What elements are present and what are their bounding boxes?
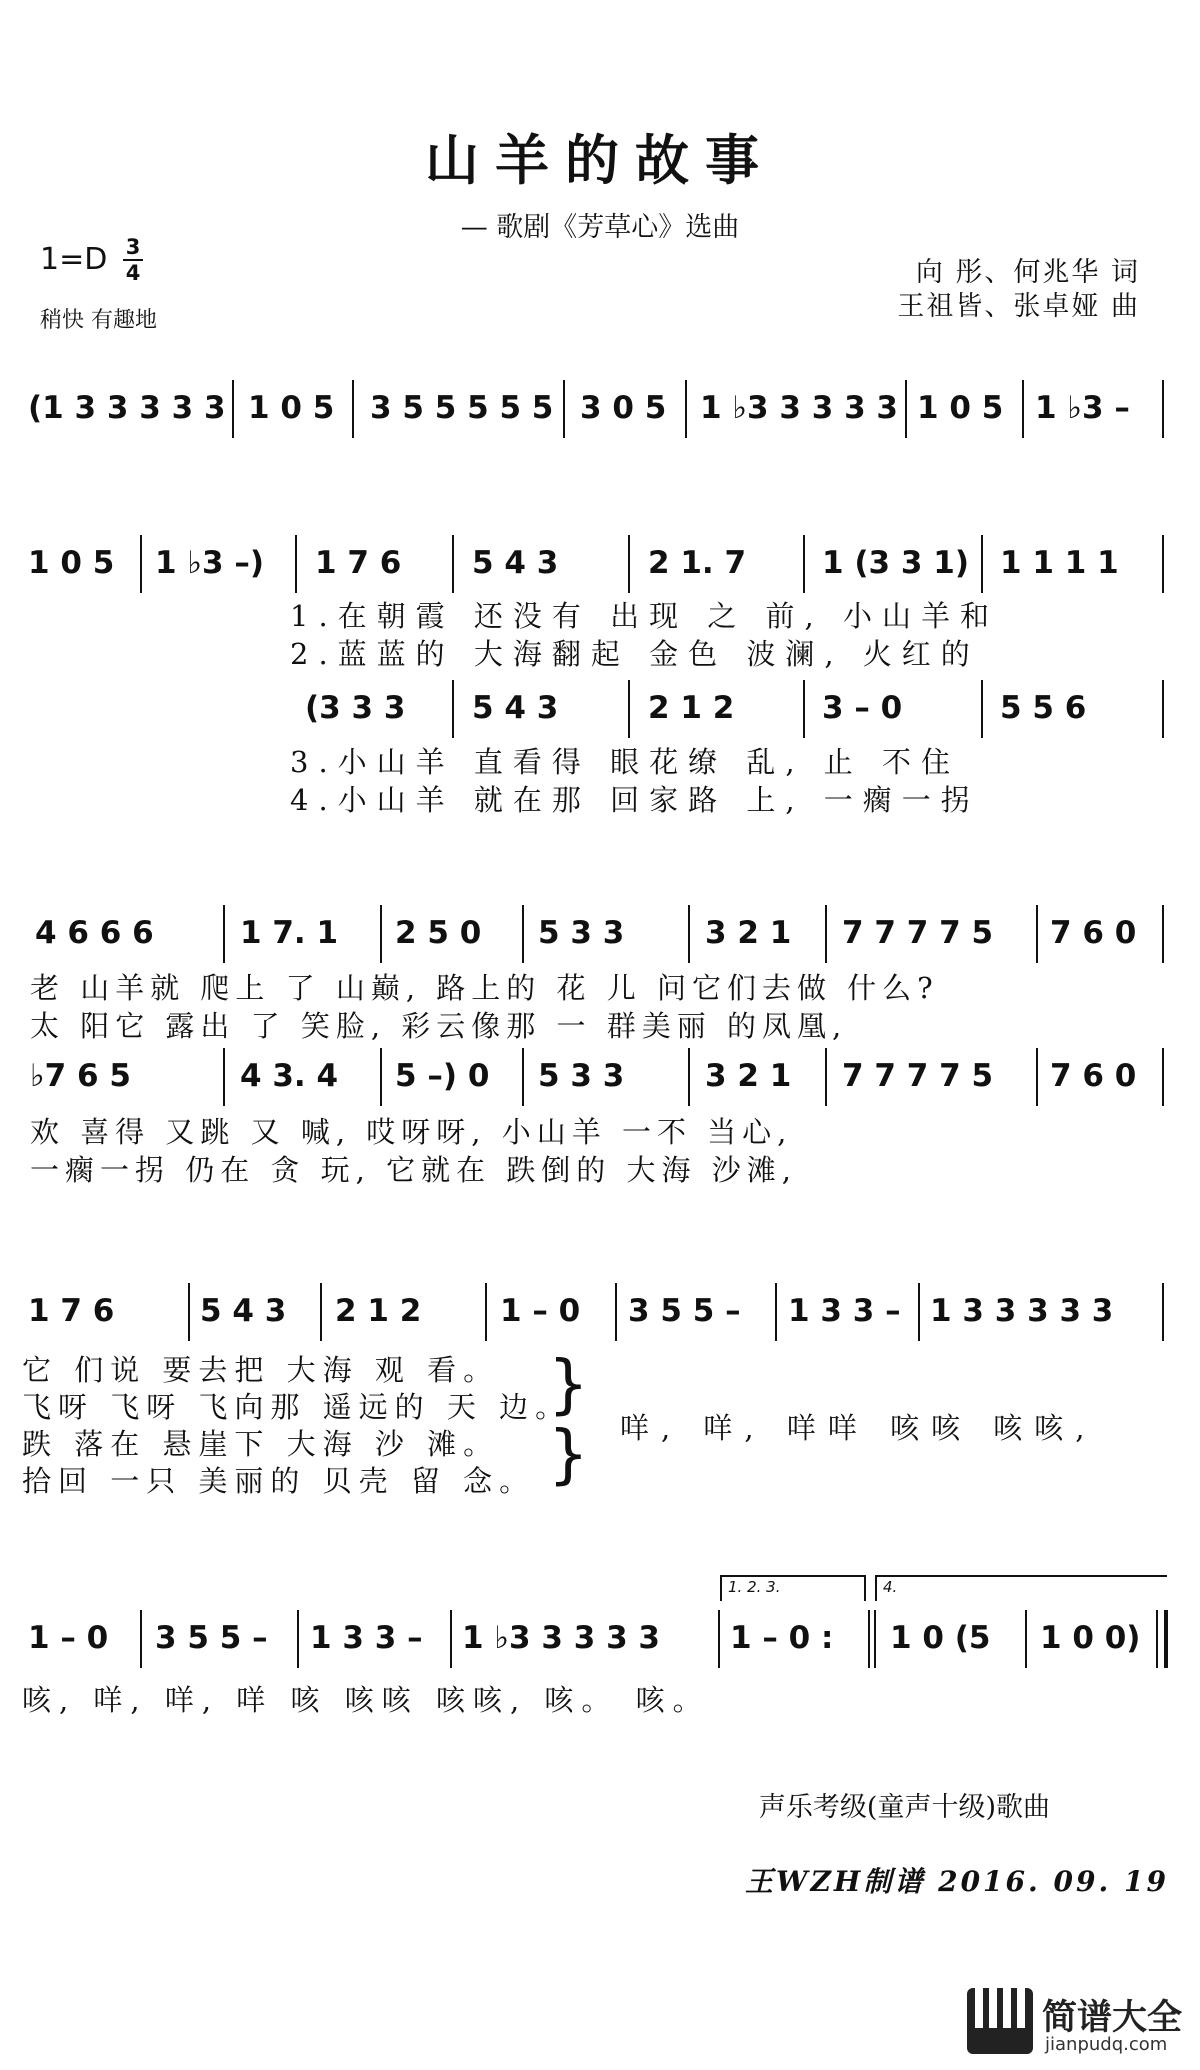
measure: 1 7. 1	[240, 915, 339, 951]
measure: 7 7 7 7 5	[842, 915, 994, 951]
measure: 1 – 0 :	[730, 1620, 834, 1656]
measure: 3 5 5 –	[155, 1620, 268, 1656]
lyric-line: 咩, 咩, 咩咩 咳咳 咳咳,	[620, 1411, 1097, 1445]
measure: 1 – 0	[500, 1293, 581, 1329]
lyric-line: 它 们说 要去把 大海 观 看。	[22, 1353, 500, 1387]
measure: 5 3 3	[538, 1058, 625, 1094]
score-system-2b	[0, 680, 1200, 740]
measure: 2 1. 7	[648, 545, 747, 581]
measure: 5 3 3	[538, 915, 625, 951]
measure: 2 1 2	[648, 690, 735, 726]
measure: 5 –) 0	[395, 1058, 490, 1094]
lyric-line: 跌 落在 悬崖下 大海 沙 滩。	[22, 1427, 500, 1461]
measure: 1 0 5	[248, 390, 335, 426]
lyric-line: 1.在朝霞 还没有 出现 之 前, 小山羊和	[290, 599, 999, 633]
measure: 1 ♭3 3 3 3 3	[700, 390, 899, 426]
lyric-line: 太 阳它 露出 了 笑脸, 彩云像那 一 群美丽 的凤凰,	[30, 1009, 848, 1043]
score-system-3b	[0, 1048, 1200, 1108]
measure: 3 5 5 5 5 5	[370, 390, 554, 426]
measure: 1 3 3 –	[788, 1293, 901, 1329]
lyric-line: 欢 喜得 又跳 又 喊, 哎呀呀, 小山羊 一不 当心,	[30, 1115, 793, 1149]
measure: 1 ♭3 –	[1035, 390, 1130, 426]
meter-bottom: 4	[125, 261, 141, 285]
lyric-line: 一瘸一拐 仍在 贪 玩, 它就在 跌倒的 大海 沙滩,	[30, 1153, 797, 1187]
lyric-line: 咳, 咩, 咩, 咩 咳 咳咳 咳咳, 咳。 咳。	[22, 1683, 710, 1717]
measure: 2 1 2	[335, 1293, 422, 1329]
measure: 1 7 6	[28, 1293, 115, 1329]
measure: 5 4 3	[472, 690, 559, 726]
measure: 3 2 1	[705, 915, 792, 951]
measure: 5 4 3	[200, 1293, 287, 1329]
lyricist-credit: 向 彤、何兆华 词	[915, 257, 1140, 288]
song-title: 山羊的故事	[425, 128, 775, 192]
volta-bracket-2	[875, 1575, 1167, 1601]
lyric-line: 2.蓝蓝的 大海翻起 金色 波澜, 火红的	[290, 637, 980, 671]
lyric-line: 拾回 一只 美丽的 贝壳 留 念。	[22, 1464, 536, 1498]
measure: 1 3 3 –	[310, 1620, 423, 1656]
piano-icon	[967, 1988, 1033, 2054]
time-signature	[123, 236, 143, 284]
measure: (1 3 3 3 3 3	[28, 390, 226, 426]
measure: 3 0 5	[580, 390, 667, 426]
site-logo	[967, 1988, 1182, 2060]
score-system-4	[0, 1283, 1200, 1343]
measure: 1 (3 3 1)	[822, 545, 969, 581]
volta-label: 1. 2. 3.	[728, 1578, 781, 1596]
lyric-line: 老 山羊就 爬上 了 山巅, 路上的 花 儿 问它们去做 什么?	[30, 971, 939, 1005]
measure: 1 0 5	[917, 390, 1004, 426]
meter-top: 3	[125, 235, 141, 259]
key-signature: 1=D	[40, 242, 108, 277]
measure: 3 – 0	[822, 690, 903, 726]
exam-note: 声乐考级(童声十级)歌曲	[758, 1792, 1050, 1823]
verse-brace: } }	[548, 1348, 589, 1492]
measure: 1 – 0	[28, 1620, 109, 1656]
measure: 4 3. 4	[240, 1058, 339, 1094]
composer-credit: 王祖皆、张卓娅 曲	[897, 291, 1140, 322]
score-system-3a	[0, 905, 1200, 965]
measure: 4 6 6 6	[35, 915, 154, 951]
score-system-1	[0, 380, 1200, 440]
measure: 1 0 5	[28, 545, 115, 581]
measure: 3 5 5 –	[628, 1293, 741, 1329]
logo-url: jianpudq.com	[1045, 2034, 1168, 2055]
measure: 2 5 0	[395, 915, 482, 951]
score-system-2a	[0, 535, 1200, 595]
transcriber-credit: 王WZH制谱 2016. 09. 19	[745, 1865, 1169, 1898]
lyric-line: 4.小山羊 就在那 回家路 上, 一瘸一拐	[290, 783, 980, 817]
measure: 1 0 (5	[890, 1620, 991, 1656]
volta-bracket-1	[720, 1575, 866, 1601]
volta-label: 4.	[883, 1578, 898, 1596]
measure: ♭7 6 5	[30, 1058, 131, 1094]
measure: 3 2 1	[705, 1058, 792, 1094]
measure: 1 7 6	[315, 545, 402, 581]
measure: 1 ♭3 –)	[155, 545, 265, 581]
score-system-5	[0, 1610, 1200, 1670]
measure: 5 4 3	[472, 545, 559, 581]
measure: 1 3 3 3 3 3	[930, 1293, 1114, 1329]
lyric-line: 飞呀 飞呀 飞向那 遥远的 天 边。	[22, 1390, 572, 1424]
tempo-marking: 稍快 有趣地	[40, 308, 157, 333]
measure: 1 ♭3 3 3 3 3	[462, 1620, 661, 1656]
measure: 1 1 1 1	[1000, 545, 1119, 581]
song-subtitle: — 歌剧《芳草心》选曲	[460, 212, 740, 243]
measure: 7 6 0	[1050, 1058, 1137, 1094]
measure: 1 0 0)	[1040, 1620, 1141, 1656]
measure: 7 7 7 7 5	[842, 1058, 994, 1094]
measure: 7 6 0	[1050, 915, 1137, 951]
measure: (3 3 3	[305, 690, 406, 726]
measure: 5 5 6	[1000, 690, 1087, 726]
logo-name: 简谱大全	[1042, 1998, 1183, 2038]
lyric-line: 3.小山羊 直看得 眼花缭 乱, 止 不住	[290, 745, 960, 779]
